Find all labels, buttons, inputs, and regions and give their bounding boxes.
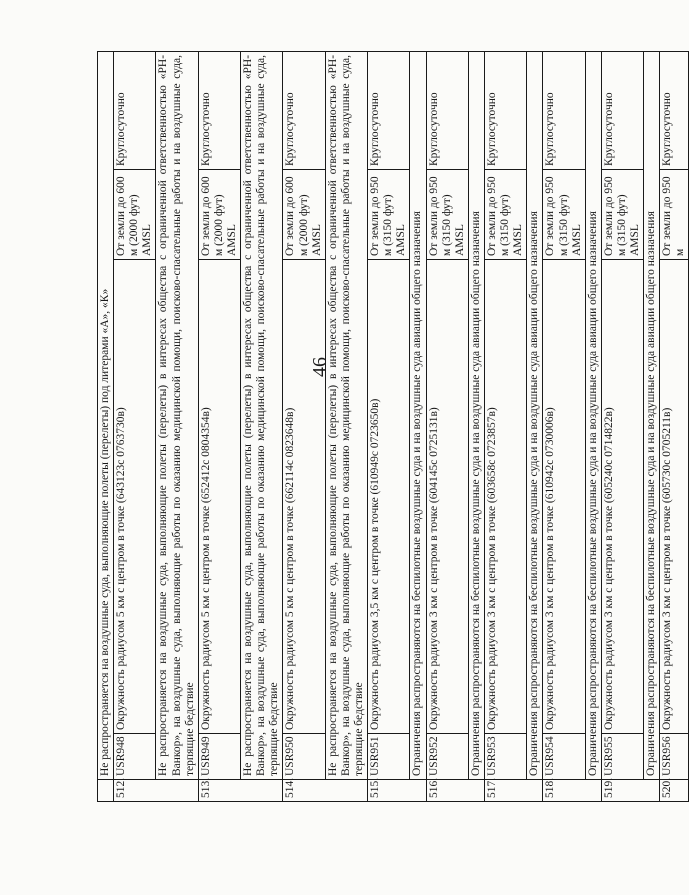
zone-area: Окружность радиусом 3 км с центром в точке (605240с 0714822в): [601, 260, 643, 734]
header-note-row: [98, 51, 114, 801]
zone-note-row: [585, 51, 601, 801]
zone-altitude: От земли до 950 м (3150 фут) AMSL: [484, 170, 526, 260]
zone-altitude: От земли до 950 м (3150 фут) AMSL: [543, 170, 585, 260]
zone-number: 520.: [660, 780, 689, 802]
zone-note-row: [241, 51, 283, 801]
restricted-zones-table: [97, 51, 689, 802]
zone-row: [283, 51, 325, 801]
zone-row: [114, 51, 156, 801]
zone-altitude: От земли до 950 м: [660, 170, 689, 260]
restricted-zones-body: [98, 51, 689, 801]
zone-time: Круглосуточно: [368, 51, 410, 169]
zone-note: Ограничения распространяются на беспилотные воздушные суда и на воздушные суда авиации общего назначения: [527, 51, 543, 779]
zone-row: [660, 51, 689, 801]
zone-time: Круглосуточно: [543, 51, 585, 169]
zone-note-row: [156, 51, 198, 801]
zone-code: USR950: [283, 734, 325, 780]
zone-altitude: От земли до 600 м (2000 фут) AMSL: [198, 170, 240, 260]
zone-code: USR952: [426, 734, 468, 780]
zone-altitude: От земли до 600 м (2000 фут) AMSL: [283, 170, 325, 260]
zone-code: USR948: [114, 734, 156, 780]
zone-note-row: [410, 51, 426, 801]
page-number: 46: [309, 357, 331, 377]
zone-area: Окружность радиусом 3,5 км с центром в точке (610949с 0723650в): [368, 260, 410, 734]
zone-time: Круглосуточно: [660, 51, 689, 169]
header-note-blank: [98, 780, 114, 802]
document-sheet: [97, 52, 687, 802]
zone-number: 516.: [426, 780, 484, 802]
zone-code: USR955: [601, 734, 643, 780]
zone-code: USR951: [368, 734, 410, 780]
zone-note-row: [527, 51, 543, 801]
rotated-table-frame: [97, 52, 687, 802]
zone-altitude: От земли до 950 м (3150 фут) AMSL: [426, 170, 468, 260]
zone-time: Круглосуточно: [198, 51, 240, 169]
zone-code: USR954: [543, 734, 585, 780]
zone-number: 514.: [283, 780, 368, 802]
zone-row: [198, 51, 240, 801]
zone-time: Круглосуточно: [601, 51, 643, 169]
zone-note: Ограничения распространяются на беспилотные воздушные суда и на воздушные суда авиации общего назначения: [585, 51, 601, 779]
zone-time: Круглосуточно: [114, 51, 156, 169]
zone-number: 512.: [114, 780, 199, 802]
zone-code: USR953: [484, 734, 526, 780]
zone-code: USR949: [198, 734, 240, 780]
zone-row: [543, 51, 585, 801]
zone-number: 519.: [601, 780, 659, 802]
zone-note: Не распространяется на воздушные суда, выполняющие полеты (перелеты) в интересах общества с ограниченной ответственностью «РН-Ванкор», на воздушные суда, выполняющие работы по оказанию медицинской помощи, поисково-спасательные работы и на воздушные суда, терпящие бедствие: [325, 51, 367, 779]
zone-time: Круглосуточно: [283, 51, 325, 169]
zone-code: USR956: [660, 734, 689, 780]
zone-time: Круглосуточно: [426, 51, 468, 169]
zone-note-row: [644, 51, 660, 801]
zone-area: Окружность радиусом 3 км с центром в точке (610942с 0730006в): [543, 260, 585, 734]
zone-note: Не распространяется на воздушные суда, выполняющие полеты (перелеты) в интересах общества с ограниченной ответственностью «РН-Ванкор», на воздушные суда, выполняющие работы по оказанию медицинской помощи, поисково-спасательные работы и на воздушные суда, терпящие бедствие: [241, 51, 283, 779]
zone-row: [484, 51, 526, 801]
zone-note: Ограничения распространяются на беспилотные воздушные суда и на воздушные суда авиации общего назначения: [468, 51, 484, 779]
zone-row: [601, 51, 643, 801]
zone-area: Окружность радиусом 3 км с центром в точке (603658с 0723857в): [484, 260, 526, 734]
zone-number: 513.: [198, 780, 283, 802]
zone-area: Окружность радиусом 3 км с центром в точке (605730с 0705211в): [660, 260, 689, 734]
zone-note-row: [325, 51, 367, 801]
zone-row: [426, 51, 468, 801]
zone-time: Круглосуточно: [484, 51, 526, 169]
zone-area: Окружность радиусом 5 км с центром в точке (652412с 0804354в): [198, 260, 240, 734]
zone-note: Ограничения распространяются на беспилотные воздушные суда и на воздушные суда авиации общего назначения: [644, 51, 660, 779]
zone-altitude: От земли до 950 м (3150 фут) AMSL: [368, 170, 410, 260]
zone-altitude: От земли до 950 м (3150 фут) AMSL: [601, 170, 643, 260]
zone-note: Не распространяется на воздушные суда, выполняющие полеты (перелеты) в интересах общества с ограниченной ответственностью «РН-Ванкор», на воздушные суда, выполняющие работы по оказанию медицинской помощи, поисково-спасательные работы и на воздушные суда, терпящие бедствие: [156, 51, 198, 779]
zone-area: Окружность радиусом 5 км с центром в точке (643123с 0763730в): [114, 260, 156, 734]
zone-note: Ограничения распространяются на беспилотные воздушные суда и на воздушные суда авиации общего назначения: [410, 51, 426, 779]
zone-area: Окружность радиусом 5 км с центром в точке (662114с 0823648в): [283, 260, 325, 734]
zone-number: 518.: [543, 780, 601, 802]
zone-row: [368, 51, 410, 801]
zone-area: Окружность радиусом 3 км с центром в точке (604145с 0725131в): [426, 260, 468, 734]
zone-note-row: [468, 51, 484, 801]
zone-number: 517.: [484, 780, 542, 802]
zone-altitude: От земли до 600 м (2000 фут) AMSL: [114, 170, 156, 260]
zone-number: 515.: [368, 780, 426, 802]
header-note: Не распространяется на воздушные суда, выполняющие полеты (перелеты) под литерами «А», «К»: [98, 51, 114, 779]
